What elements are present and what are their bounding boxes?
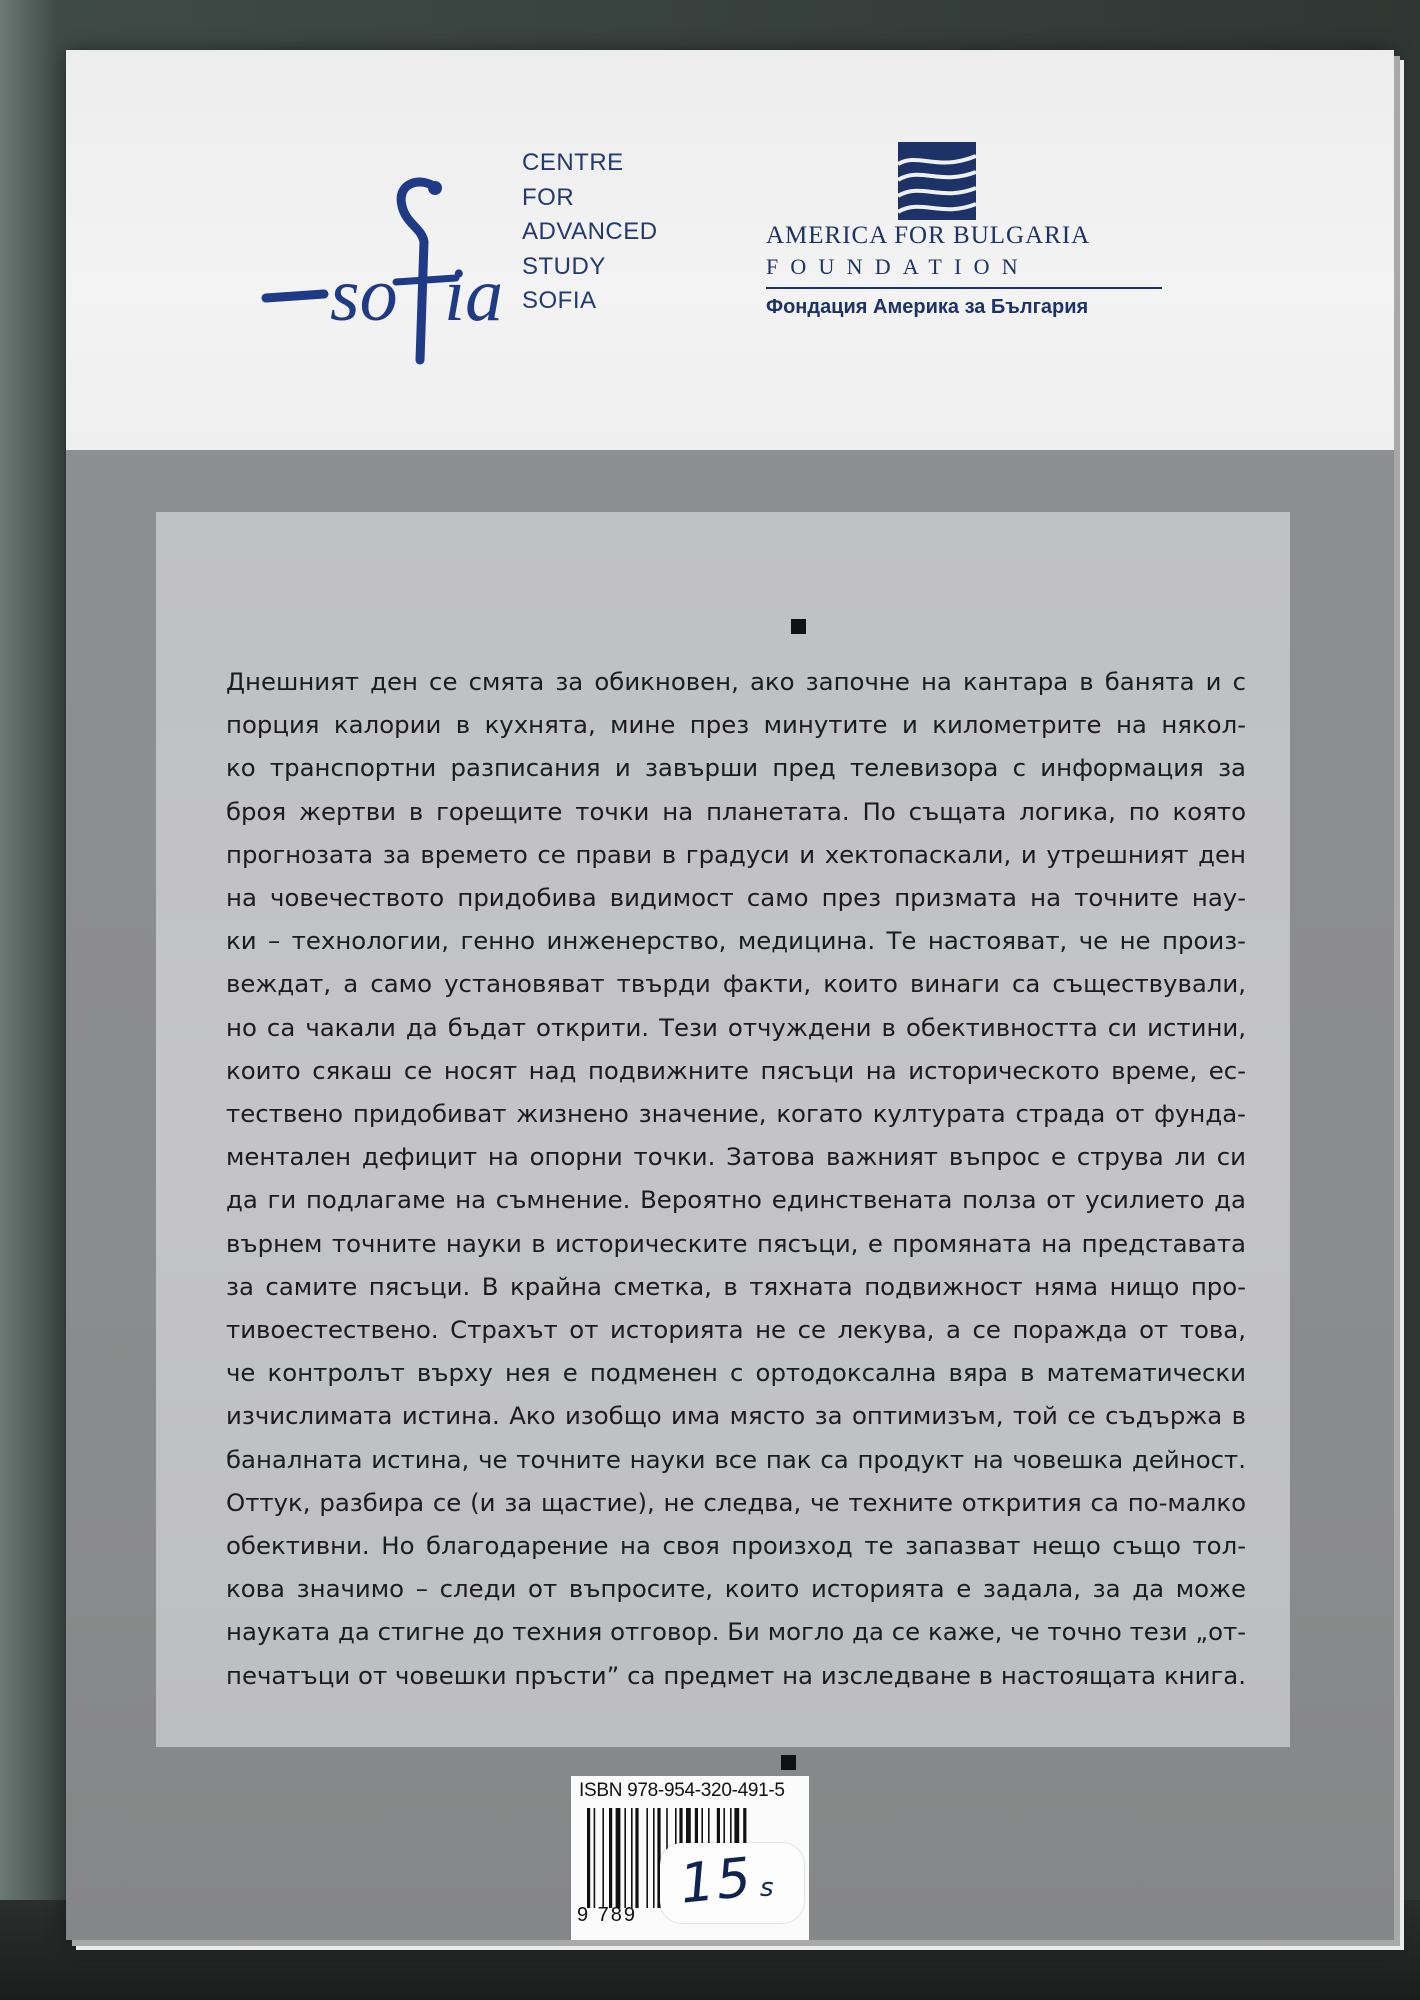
square-bullet-icon	[781, 1755, 796, 1770]
blurb-line: изчислимата истина. Ако изобщо има място за оптимизъм, той се съдържа в	[226, 1401, 1246, 1431]
cas-caption-line: SOFIA	[522, 287, 597, 314]
afb-bulgarian-name: Фондация Америка за България	[766, 296, 1089, 318]
blurb-line: за самите пясъци. В крайна сметка, в тяхната подвижност няма нищо про-	[226, 1271, 1246, 1301]
blurb-line: ки – технологии, генно инженерство, медицина. Те настояват, че не произ-	[226, 926, 1246, 956]
afb-title: AMERICA FOR BULGARIA	[766, 222, 1091, 249]
blurb-panel	[156, 512, 1290, 1747]
barcode-digits: 9 789	[577, 1904, 638, 1926]
blurb-line: тествено придобиват жизнено значение, когато културата страда от фунда-	[226, 1099, 1246, 1129]
afb-divider	[766, 287, 1162, 289]
blurb-line: прогнозата за времето се прави в градуси и хектопаскали, и утрешният ден	[226, 839, 1246, 869]
blurb-line: кова значимо – следи от въпросите, които историята е задала, за да може	[226, 1574, 1246, 1604]
blurb-line: тивоестествено. Страхът от историята не се лекува, а се поражда от това,	[226, 1315, 1246, 1345]
blurb-line: броя жертви в горещите точки на планетата. По същата логика, по която	[226, 796, 1246, 826]
svg-text:ia: ia	[444, 253, 504, 337]
cover-logo-band	[66, 50, 1394, 450]
cas-caption-line: FOR	[522, 183, 575, 211]
cas-caption-line: ADVANCED	[522, 218, 658, 245]
cas-caption	[522, 146, 658, 319]
blurb-line: порция калории в кухнята, мине през минутите и километрите на някол-	[226, 710, 1246, 740]
afb-wave-mark-icon	[898, 142, 976, 220]
cas-caption-line: CENTRE	[522, 149, 624, 176]
blurb-line: ментален дефицит на опорни точки. Затова важният въпрос е струва ли си	[226, 1142, 1246, 1172]
book-back-cover	[66, 50, 1394, 1940]
blurb-line: върнем точните науки в историческите пясъци, е промяната на представата	[226, 1228, 1246, 1258]
blurb-line: на човечеството придобива видимост само през призмата на точните нау-	[226, 883, 1246, 913]
blurb-line: печатъци от човешки пръсти” са предмет на изследване в настоящата книга.	[226, 1660, 1246, 1690]
blurb-line: науката да стигне до техния отговор. Би могло да се каже, че точно тези „от-	[226, 1617, 1246, 1647]
blurb-line: че контролът върху нея е подменен с ортодоксална вяра в математически	[226, 1358, 1246, 1388]
blurb-line: обективни. Но благодарение на своя произход те запазват нещо също тол-	[226, 1531, 1246, 1561]
square-bullet-icon	[791, 619, 806, 634]
blurb-line: Оттук, разбира се (и за щастие), не следва, че техните открития са по-малко	[226, 1487, 1246, 1517]
blurb-line: Днешният ден се смята за обикновен, ако започне на кантара в банята и с	[226, 667, 1246, 696]
blurb-line: веждат, а само установяват твърди факти, които винаги са съществували,	[226, 969, 1246, 999]
blurb-line: които сякаш се носят над подвижните пясъци на историческото време, ес-	[226, 1055, 1246, 1085]
blurb-text	[226, 660, 1246, 1697]
isbn-number: ISBN 978-954-320-491-5	[579, 1780, 785, 1801]
blurb-line: да ги подлагаме на съмнение. Вероятно единствената полза от усилието да	[226, 1185, 1246, 1215]
afb-subtitle: FOUNDATION	[766, 254, 1030, 279]
blurb-line: но са чакали да бъдат открити. Тези отчуждени в обективността си истини,	[226, 1012, 1246, 1042]
blurb-line: баналната истина, че точните науки все пак са продукт на човешка дейност.	[226, 1444, 1246, 1474]
price-value: 15	[676, 1845, 756, 1916]
svg-text:so: so	[330, 253, 398, 337]
cas-sofia-logo	[246, 148, 546, 378]
price-sticker	[660, 1843, 804, 1923]
price-suffix: s	[760, 1873, 774, 1903]
cas-caption-line: STUDY	[522, 252, 606, 280]
blurb-line: ко транспортни разписания и завърши пред телевизора с информация за	[226, 753, 1246, 783]
